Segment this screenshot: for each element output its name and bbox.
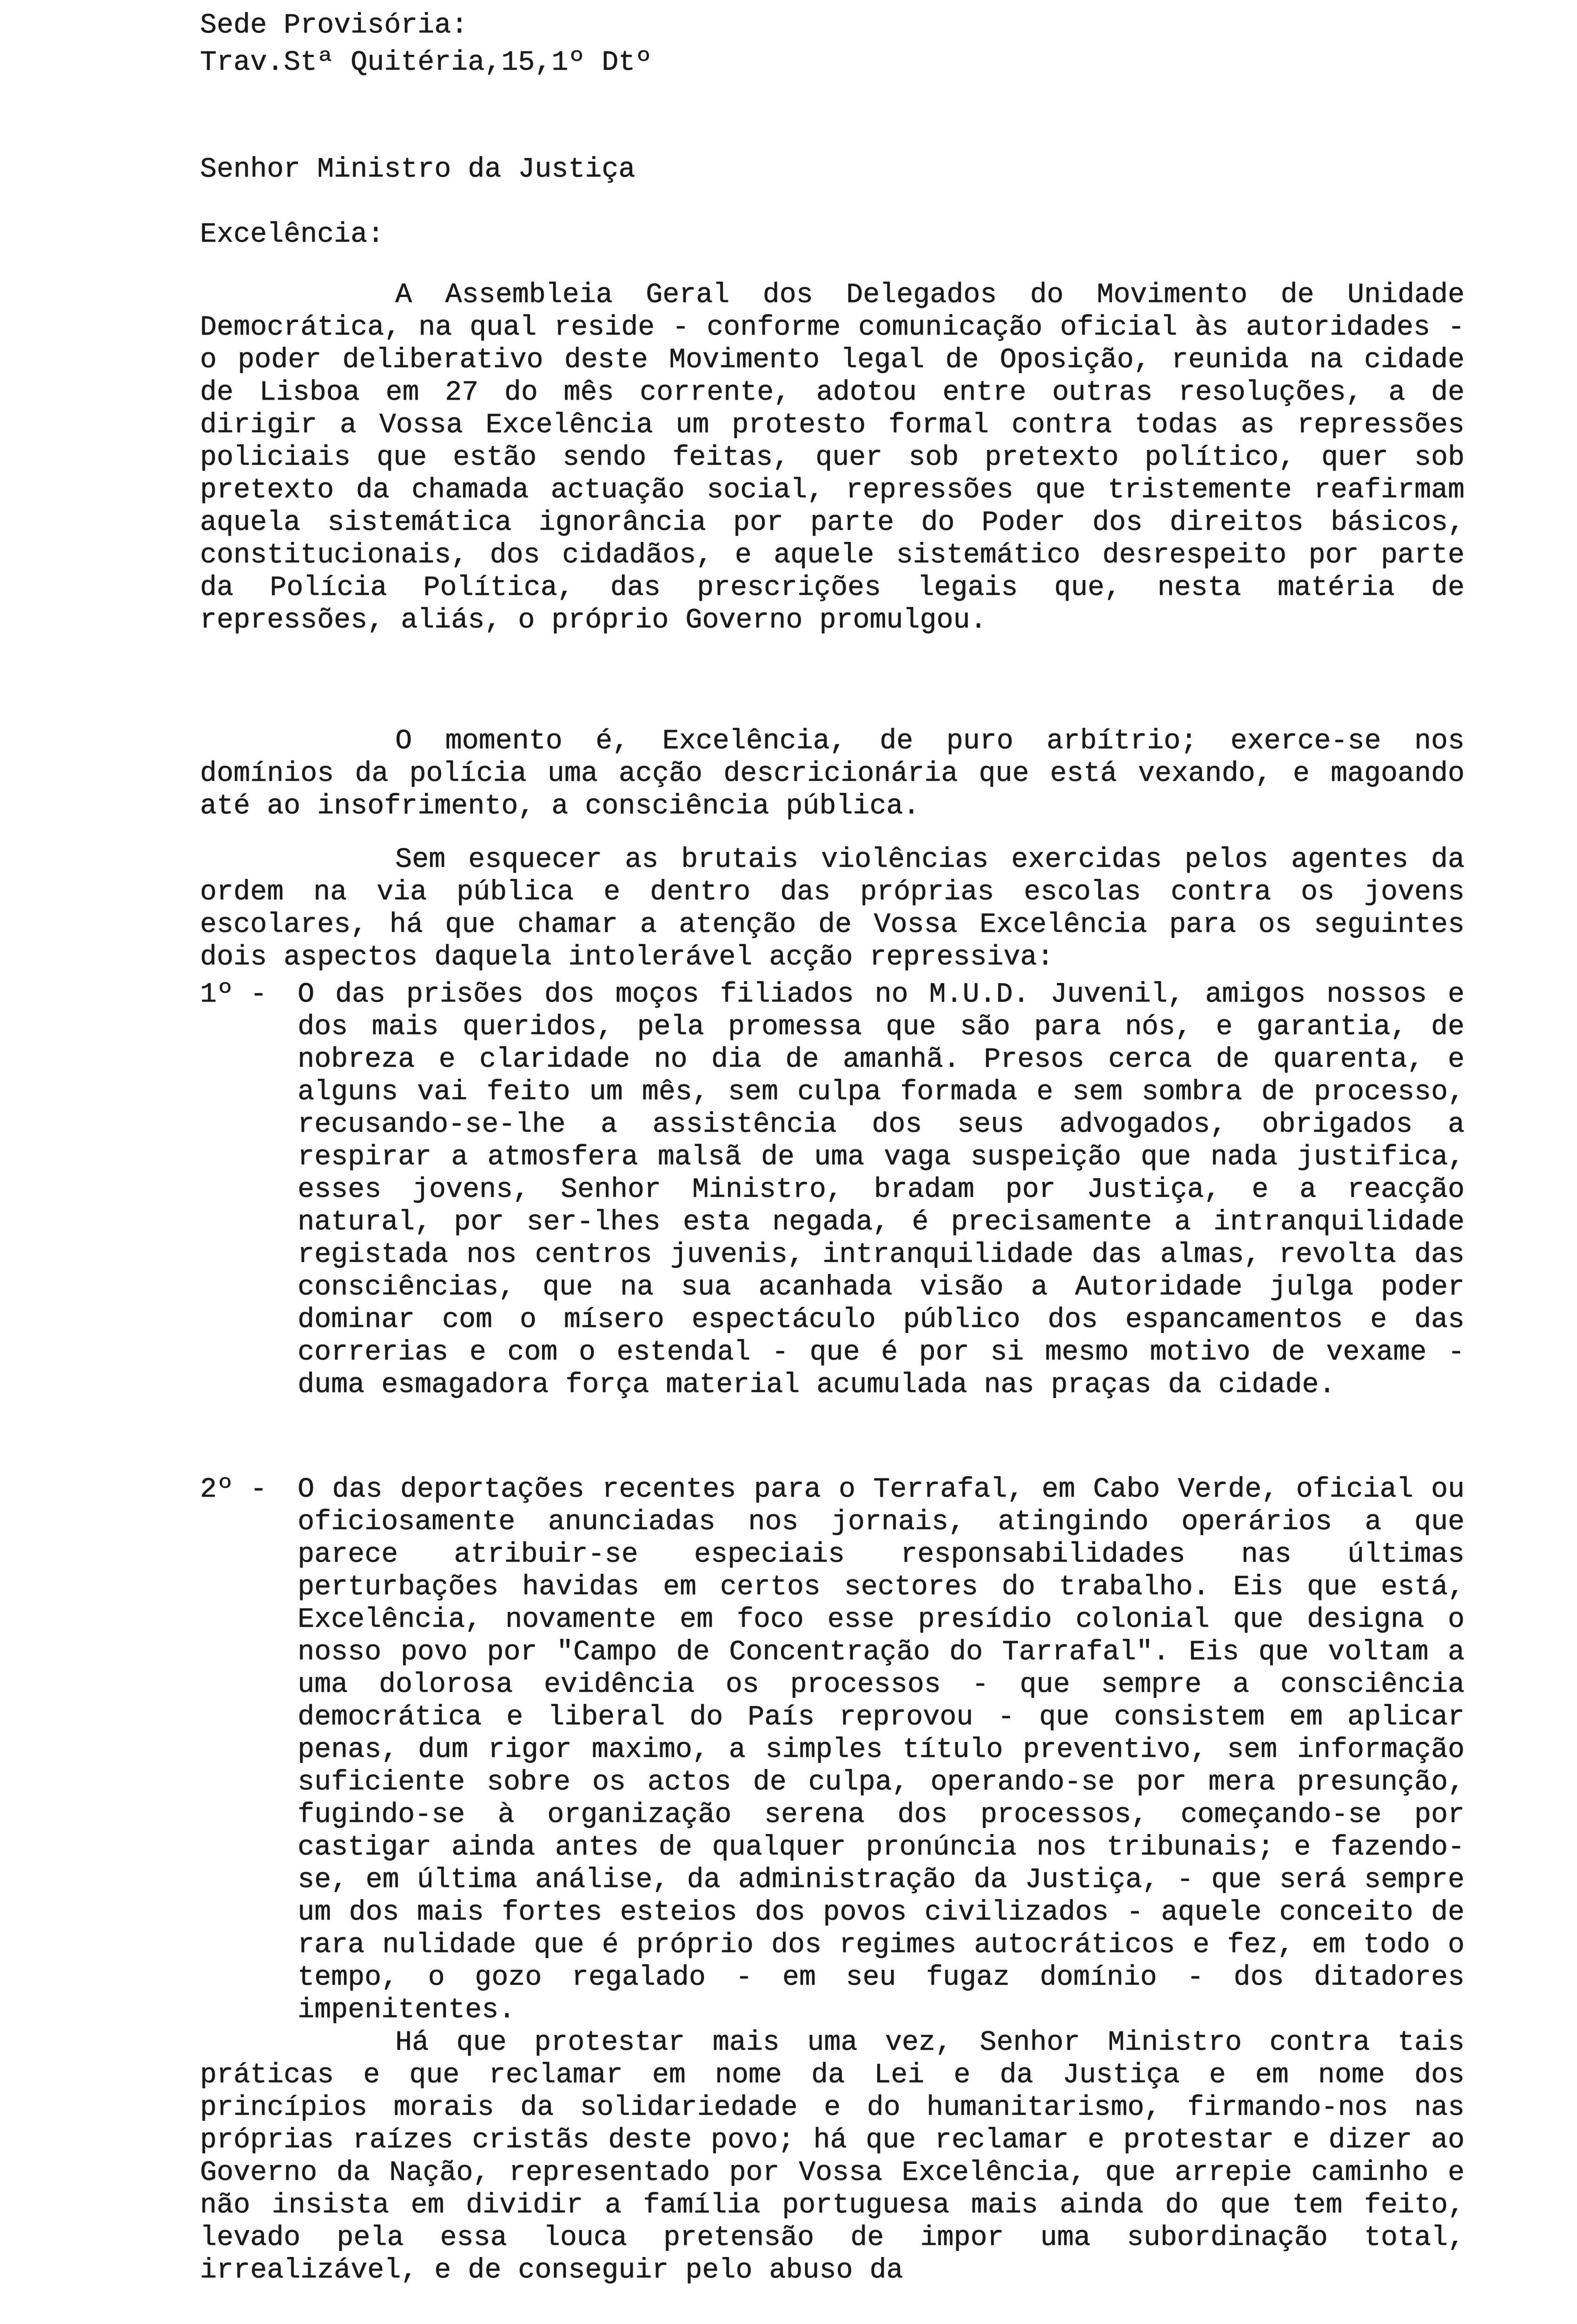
item-2-number: 2º - [200, 1474, 267, 1505]
salutation: Senhor Ministro da Justiça [200, 154, 636, 185]
item-1-text: O das prisões dos moços filiados no M.U.D. Juvenil, amigos nossos e dos mais queridos, pela promessa que são para nós, e garantia, de nobreza e claridade no dia de amanhã. Presos cerca de quarenta, e alguns vai feito um mês, sem culpa formada e sem sombra de processo, recusando-se-lhe a assistência dos seus advogados, obrigados a respirar a atmosfera malsã de uma vaga suspeição que nada justifica, esses jovens, Senhor Ministro, bradam por Justiça, e a reacção natural, por ser-lhes esta negada, é precisamente a intranquilidade registada nos centros juvenis, intranquilidade das almas, revolta das consciências, que na sua acanhada visão a Autoridade julga poder dominar com o mísero espectáculo público dos espancamentos e das correrias e com o estendal - que é por si mesmo motivo de vexame - duma esmagadora força material acumulada nas praças da cidade. [298, 979, 1482, 1401]
paragraph-3: Sem esquecer as brutais violências exercidas pelos agentes da ordem na via pública e dentro das próprias escolas contra os jovens escolares, há que chamar a atenção de Vossa Excelência para os seguintes dois aspectos daquela intolerável acção repressiva: [200, 844, 1482, 973]
paragraph-4: Há que protestar mais uma vez, Senhor Ministro contra tais práticas e que reclamar em nome da Lei e da Justiça e em nome dos princípios morais da solidariedade e do humanitarismo, firmando-nos nas próprias raízes cristãs deste povo; há que reclamar e protestar e dizer ao Governo da Nação, representado por Vossa Excelência, que arrepie caminho e não insista em dividir a família portuguesa mais ainda do que tem feito, levado pela essa louca pretensão de impor uma subordinação total, irrealizável, e de conseguir pelo abuso da [200, 2027, 1482, 2286]
header-address-line-1: Sede Provisória: [200, 10, 468, 41]
greeting: Excelência: [200, 219, 384, 251]
item-1-number: 1º - [200, 979, 267, 1010]
item-2-text: O das deportações recentes para o Terrafal, em Cabo Verde, oficial ou oficiosamente anunciadas nos jornais, atingindo operários a que parece atribuir-se especiais responsabilidades nas últimas perturbações havidas em certos sectores do trabalho. Eis que está, Excelência, novamente em foco esse presídio colonial que designa o nosso povo por "Campo de Concentração do Tarrafal". Eis que voltam a uma dolorosa evidência os processos - que sempre a consciência democrática e liberal do País reprovou - que consistem em aplicar penas, dum rigor maximo, a simples título preventivo, sem informação suficiente sobre os actos de culpa, operando-se por mera presunção, fugindo-se à organização serena dos processos, começando-se por castigar ainda antes de qualquer pronúncia nos tribunais; e fazendo-se, em última análise, da administração da Justiça, - que será sempre um dos mais fortes esteios dos povos civilizados - aquele conceito de rara nulidade que é próprio dos regimes autocráticos e fez, em todo o tempo, o gozo regalado - em seu fugaz domínio - dos ditadores impenitentes. [298, 1474, 1482, 2026]
paragraph-1: A Assembleia Geral dos Delegados do Movimento de Unidade Democrática, na qual reside - conforme comunicação oficial às autoridades - o poder deliberativo deste Movimento legal de Oposição, reunida na cidade de Lisboa em 27 do mês corrente, adotou entre outras resoluções, a de dirigir a Vossa Excelência um protesto formal contra todas as repressões policiais que estão sendo feitas, quer sob pretexto político, quer sob pretexto da chamada actuação social, repressões que tristemente reafirmam aquela sistemática ignorância por parte do Poder dos direitos básicos, constitucionais, dos cidadãos, e aquele sistemático desrespeito por parte da Polícia Política, das prescrições legais que, nesta matéria de repressões, aliás, o próprio Governo promulgou. [200, 279, 1482, 636]
header-address-line-2: Trav.Stª Quitéria,15,1º Dtº [200, 47, 652, 79]
paragraph-2: O momento é, Excelência, de puro arbítrio; exerce-se nos domínios da polícia uma acção descricionária que está vexando, e magoando até ao insofrimento, a consciência pública. [200, 726, 1482, 822]
